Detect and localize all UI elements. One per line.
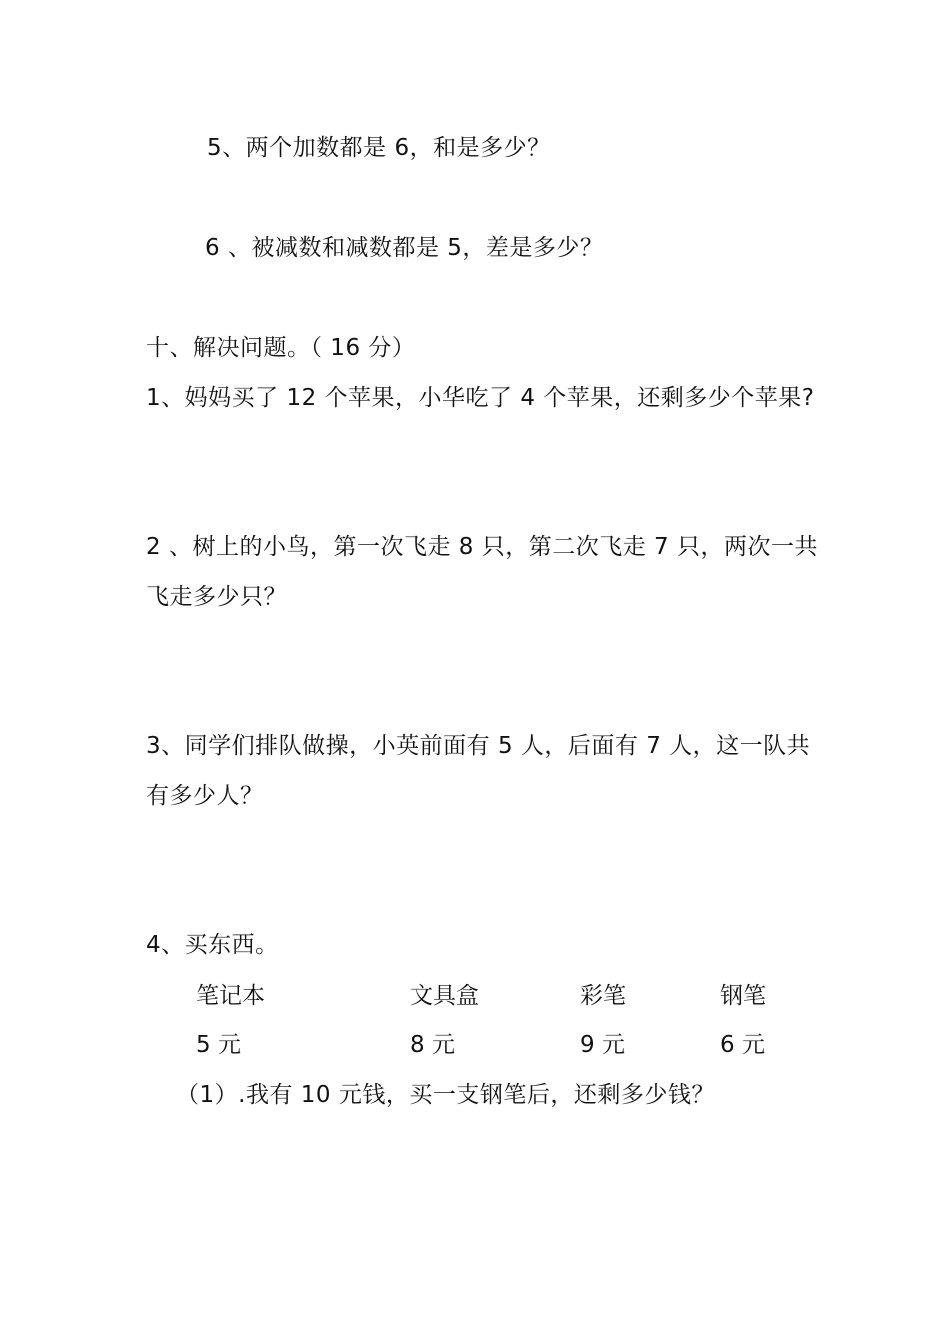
problem-2-line-2: 飞走多少只？ bbox=[146, 584, 287, 610]
item-name: 钢笔 bbox=[720, 983, 766, 1009]
item-price: 8 元 bbox=[410, 1032, 455, 1058]
problem-4-sub-1: （1）.我有 10 元钱，买一支钢笔后，还剩多少钱？ bbox=[176, 1082, 715, 1108]
problem-1: 1、妈妈买了 12 个苹果，小华吃了 4 个苹果，还剩多少个苹果? bbox=[146, 385, 815, 411]
question-5: 5、两个加数都是 6，和是多少？ bbox=[207, 135, 551, 161]
item-price: 6 元 bbox=[720, 1032, 765, 1058]
question-6: 6 、被减数和减数都是 5，差是多少？ bbox=[205, 235, 604, 261]
item-name: 笔记本 bbox=[196, 983, 265, 1009]
problem-3-line-2: 有多少人？ bbox=[146, 783, 264, 809]
item-price: 5 元 bbox=[196, 1032, 241, 1058]
item-price: 9 元 bbox=[580, 1032, 625, 1058]
problem-3-line-1: 3、同学们排队做操，小英前面有 5 人，后面有 7 人，这一队共 bbox=[146, 733, 811, 759]
problem-2-line-1: 2 、树上的小鸟，第一次飞走 8 只，第二次飞走 7 只，两次一共 bbox=[146, 534, 818, 560]
item-name: 文具盒 bbox=[410, 983, 479, 1009]
item-name: 彩笔 bbox=[580, 983, 626, 1009]
section-heading: 十、解决问题。（ 16 分） bbox=[146, 335, 416, 361]
problem-4-title: 4、买东西。 bbox=[146, 932, 279, 958]
